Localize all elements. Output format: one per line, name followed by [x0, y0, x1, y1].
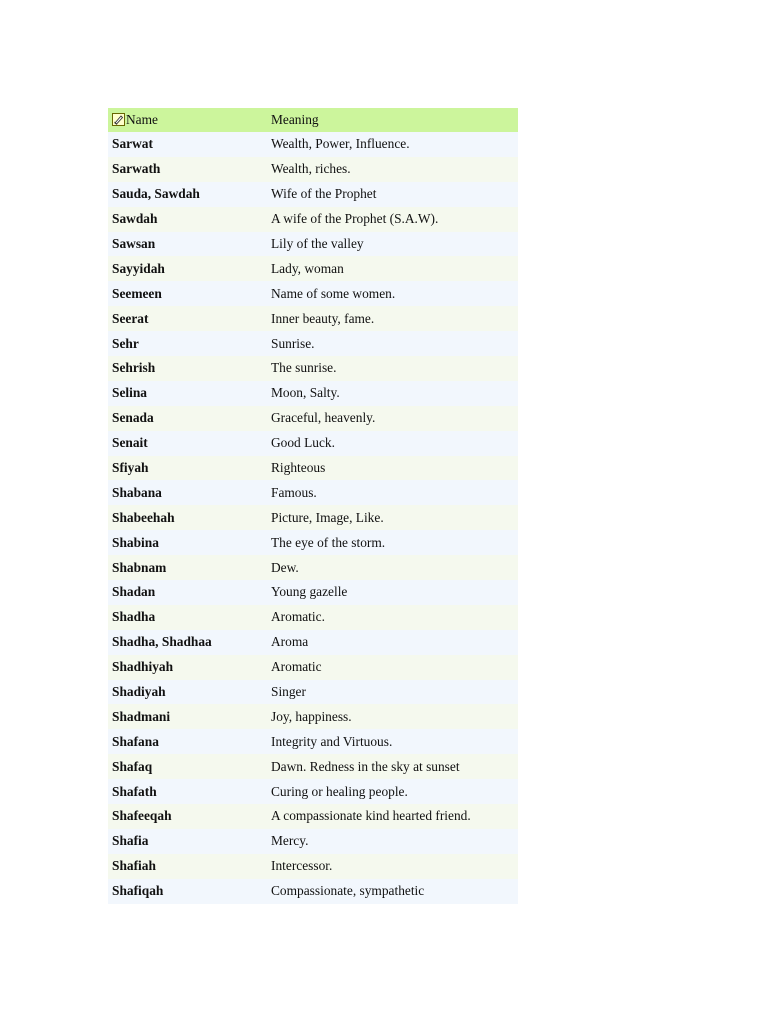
table-row	[108, 704, 518, 729]
name-cell: Sfiyah	[108, 456, 267, 481]
meaning-cell: Singer	[267, 680, 518, 705]
table-row	[108, 754, 518, 779]
table-row	[108, 854, 518, 879]
meaning-cell: Joy, happiness.	[267, 704, 518, 729]
meaning-cell: Graceful, heavenly.	[267, 406, 518, 431]
meaning-cell: A wife of the Prophet (S.A.W).	[267, 207, 518, 232]
name-cell: Shadan	[108, 580, 267, 605]
meaning-cell: Lily of the valley	[267, 232, 518, 257]
name-cell: Senada	[108, 406, 267, 431]
name-cell: Seerat	[108, 306, 267, 331]
table-row	[108, 256, 518, 281]
table-row	[108, 157, 518, 182]
meaning-cell: Righteous	[267, 456, 518, 481]
name-cell: Sawdah	[108, 207, 267, 232]
name-cell: Shafiah	[108, 854, 267, 879]
meaning-cell: Picture, Image, Like.	[267, 505, 518, 530]
name-cell: Shafana	[108, 729, 267, 754]
name-cell: Sehrish	[108, 356, 267, 381]
name-cell: Sarwat	[108, 132, 267, 157]
name-cell: Shafaq	[108, 754, 267, 779]
meaning-cell: Wealth, riches.	[267, 157, 518, 182]
table-row	[108, 356, 518, 381]
column-header-meaning[interactable]	[267, 108, 518, 132]
name-cell: Shadiyah	[108, 680, 267, 705]
meaning-cell: Famous.	[267, 480, 518, 505]
column-header-name-label: Name	[126, 112, 158, 127]
name-cell: Seemeen	[108, 281, 267, 306]
table-row	[108, 530, 518, 555]
meaning-cell: A compassionate kind hearted friend.	[267, 804, 518, 829]
name-cell: Shafia	[108, 829, 267, 854]
meaning-cell: Wealth, Power, Influence.	[267, 132, 518, 157]
table-row	[108, 207, 518, 232]
name-cell: Sauda, Sawdah	[108, 182, 267, 207]
name-cell: Shadha, Shadhaa	[108, 630, 267, 655]
meaning-cell: Aroma	[267, 630, 518, 655]
name-cell: Shadha	[108, 605, 267, 630]
table-row	[108, 605, 518, 630]
name-cell: Sarwath	[108, 157, 267, 182]
meaning-cell: Dawn. Redness in the sky at sunset	[267, 754, 518, 779]
meaning-cell: Good Luck.	[267, 431, 518, 456]
meaning-cell: Young gazelle	[267, 580, 518, 605]
column-header-name[interactable]	[108, 108, 267, 132]
table-row	[108, 729, 518, 754]
name-cell: Senait	[108, 431, 267, 456]
name-cell: Selina	[108, 381, 267, 406]
table-row	[108, 879, 518, 904]
table-row	[108, 480, 518, 505]
table-row	[108, 381, 518, 406]
table-row	[108, 655, 518, 680]
table-row	[108, 132, 518, 157]
name-cell: Shabana	[108, 480, 267, 505]
table-row	[108, 431, 518, 456]
meaning-cell: Mercy.	[267, 829, 518, 854]
table-body	[108, 132, 518, 904]
meaning-cell: Inner beauty, fame.	[267, 306, 518, 331]
table-header-row	[108, 108, 518, 132]
table-row	[108, 580, 518, 605]
table-row	[108, 630, 518, 655]
name-cell: Shafiqah	[108, 879, 267, 904]
meaning-cell: Lady, woman	[267, 256, 518, 281]
name-cell: Shabeehah	[108, 505, 267, 530]
table-row	[108, 505, 518, 530]
meaning-cell: Intercessor.	[267, 854, 518, 879]
table-row	[108, 555, 518, 580]
name-cell: Shabnam	[108, 555, 267, 580]
name-cell: Shadmani	[108, 704, 267, 729]
table-row	[108, 829, 518, 854]
name-cell: Shabina	[108, 530, 267, 555]
name-cell: Sehr	[108, 331, 267, 356]
meaning-cell: Wife of the Prophet	[267, 182, 518, 207]
meaning-cell: The sunrise.	[267, 356, 518, 381]
meaning-cell: Dew.	[267, 555, 518, 580]
name-cell: Shadhiyah	[108, 655, 267, 680]
meaning-cell: Compassionate, sympathetic	[267, 879, 518, 904]
meaning-cell: Aromatic.	[267, 605, 518, 630]
name-cell: Sayyidah	[108, 256, 267, 281]
meaning-cell: Name of some women.	[267, 281, 518, 306]
meaning-cell: Aromatic	[267, 655, 518, 680]
table-row	[108, 232, 518, 257]
sort-edit-icon[interactable]	[112, 113, 125, 126]
meaning-cell: Curing or healing people.	[267, 779, 518, 804]
table-row	[108, 406, 518, 431]
name-cell: Shafeeqah	[108, 804, 267, 829]
meaning-cell: Integrity and Virtuous.	[267, 729, 518, 754]
table-row	[108, 779, 518, 804]
meaning-cell: Moon, Salty.	[267, 381, 518, 406]
table-row	[108, 680, 518, 705]
name-cell: Sawsan	[108, 232, 267, 257]
column-header-meaning-label: Meaning	[271, 112, 319, 127]
table-row	[108, 306, 518, 331]
table-row	[108, 182, 518, 207]
names-table	[108, 108, 518, 904]
table-row	[108, 456, 518, 481]
meaning-cell: The eye of the storm.	[267, 530, 518, 555]
meaning-cell: Sunrise.	[267, 331, 518, 356]
table-row	[108, 281, 518, 306]
name-cell: Shafath	[108, 779, 267, 804]
table-row	[108, 331, 518, 356]
table-row	[108, 804, 518, 829]
